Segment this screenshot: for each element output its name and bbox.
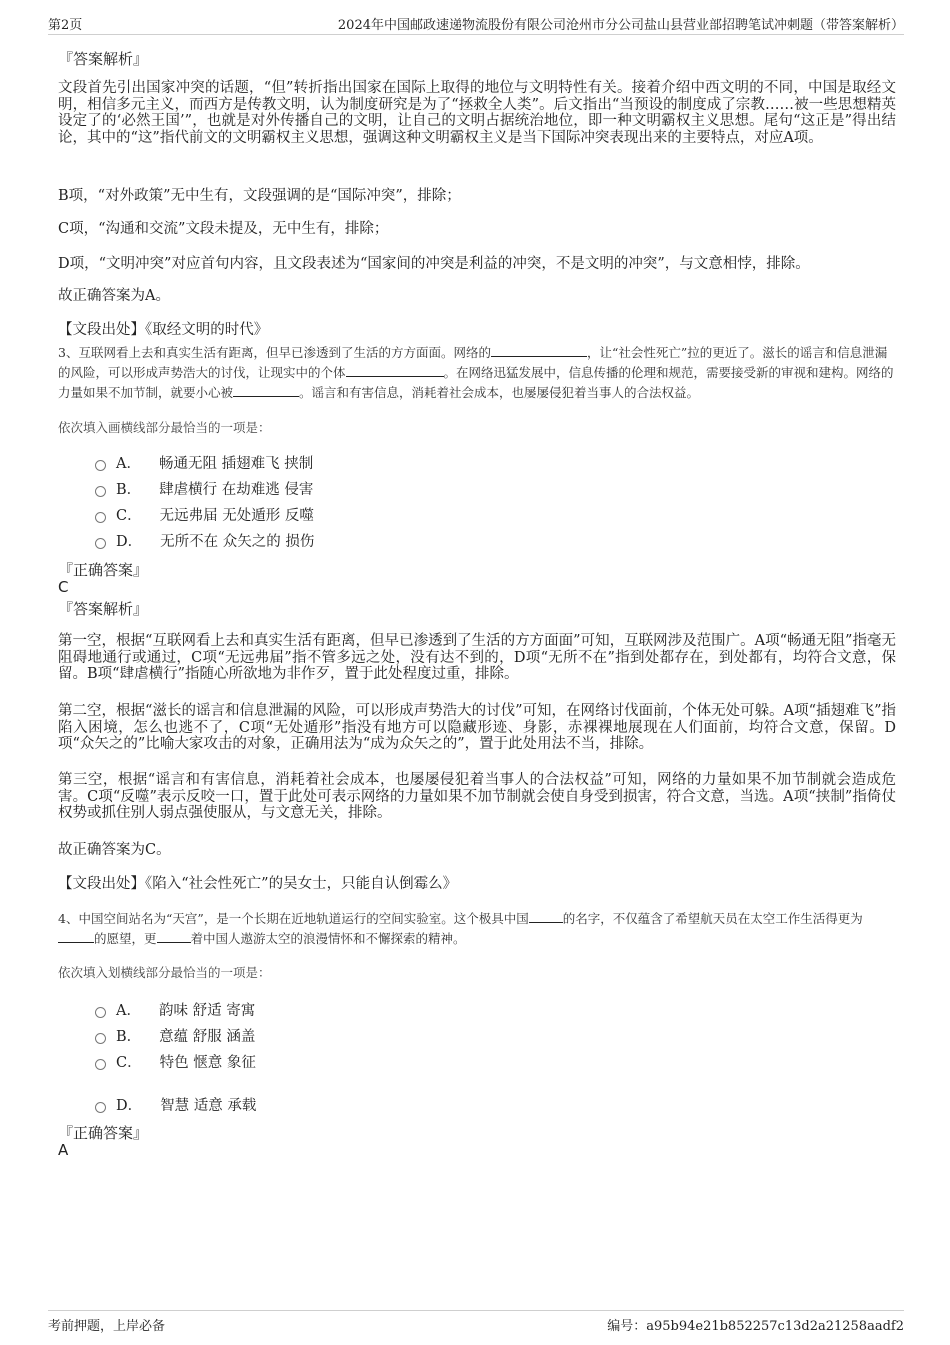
option-c[interactable]: C． 无远弗届 无处遁形 反噬 bbox=[95, 504, 314, 524]
analysis-paragraph: 第一空，根据“互联网看上去和真实生活有距离，但早已渗透到了生活的方方面面”可知，互联网涉及范围广。A项“畅通无阻”指毫无阻碍地通行或通过，C项“无远弗届”指不管多远之处，没有达不到的，D项“无所不在”指到处都存在，到处都有，均符合文意，保留。B项“肆虐横行”指随心所欲地为非作歹，置于此处程度过重，排除。 bbox=[58, 633, 896, 682]
blank-line bbox=[491, 344, 587, 357]
conclusion: 故正确答案为A。 bbox=[58, 288, 170, 304]
analysis-label: 『答案解析』 bbox=[58, 50, 149, 68]
option-c[interactable]: C． 特色 惬意 象征 bbox=[95, 1051, 256, 1071]
option-b[interactable]: B． 意蕴 舒服 涵盖 bbox=[95, 1025, 255, 1045]
radio-button[interactable] bbox=[95, 1102, 106, 1113]
radio-button[interactable] bbox=[95, 486, 106, 497]
question-4-text: 4、中国空间站名为“天宫”，是一个长期在近地轨道运行的空间实验室。这个极具中国 的名字，不仅蕴含了希望航天员在太空工作生活得更为的愿望，更 着中国人遨游太空的浪漫情怀和不懈探索的精神。 bbox=[58, 911, 863, 946]
radio-button[interactable] bbox=[95, 1007, 106, 1018]
correct-answer-label: 『正确答案』 bbox=[58, 561, 149, 579]
analysis-paragraph: D项，“文明冲突”对应首句内容，且文段表述为“国家间的冲突是利益的冲突，不是文明的冲突”，与文意相悖，排除。 bbox=[58, 256, 810, 272]
document-serial: 编号：a95b94e21b852257c13d2a21258aadf2 bbox=[607, 1319, 904, 1334]
question-prompt: 依次填入画横线部分最恰当的一项是： bbox=[58, 420, 271, 435]
blank-line bbox=[157, 930, 191, 943]
correct-answer: C bbox=[58, 578, 69, 596]
radio-button[interactable] bbox=[95, 460, 106, 471]
page-footer bbox=[48, 1310, 904, 1333]
blank-line bbox=[58, 930, 94, 943]
radio-button[interactable] bbox=[95, 538, 106, 549]
blank-line bbox=[529, 910, 563, 923]
analysis-label: 『答案解析』 bbox=[58, 600, 149, 618]
blank-line bbox=[233, 384, 299, 397]
document-title: 2024年中国邮政速递物流股份有限公司沧州市分公司盐山县营业部招聘笔试冲刺题（带答案解析） bbox=[337, 18, 904, 33]
option-a[interactable]: A． 畅通无阻 插翅难飞 挟制 bbox=[95, 452, 313, 472]
footer-slogan: 考前押题，上岸必备 bbox=[48, 1319, 166, 1334]
analysis-paragraph: 第三空，根据“谣言和有害信息，消耗着社会成本，也屡屡侵犯着当事人的合法权益”可知，网络的力量如果不加节制就会造成危害。C项“反噬”表示反咬一口，置于此处可表示网络的力量如果不加节制就会使自身受到损害，符合文意，当选。A项“挟制”指倚仗权势或抓住别人弱点强使服从，与文意无关，排除。 bbox=[58, 772, 896, 821]
question-prompt: 依次填入划横线部分最恰当的一项是： bbox=[58, 965, 271, 980]
option-d[interactable]: D． 智慧 适意 承载 bbox=[95, 1094, 256, 1114]
correct-answer: A bbox=[58, 1141, 69, 1159]
page-header bbox=[48, 12, 904, 35]
source-citation: 【文段出处】《取经文明的时代》 bbox=[58, 322, 269, 338]
radio-button[interactable] bbox=[95, 1033, 106, 1044]
question-3-text: 3、互联网看上去和真实生活有距离，但早已渗透到了生活的方方面面。网络的 ，让“社会性死亡”拉的更近了。滋长的谣言和信息泄漏的风险，可以形成声势浩大的讨伐，让现实中的个体 。在网络迅猛发展中，信息传播的伦理和规范，需要接受新的审视和建构。网络的力量如果不加节制，就要小心被 。谣言和有害信息，消耗着社会成本，也屡屡侵犯着当事人的合法权益。 bbox=[58, 345, 894, 400]
radio-button[interactable] bbox=[95, 1059, 106, 1070]
source-citation: 【文段出处】《陷入“社会性死亡”的吴女士，只能自认倒霉么》 bbox=[58, 876, 458, 892]
option-d[interactable]: D． 无所不在 众矢之的 损伤 bbox=[95, 530, 314, 550]
radio-button[interactable] bbox=[95, 512, 106, 523]
correct-answer-label: 『正确答案』 bbox=[58, 1124, 149, 1142]
analysis-paragraph: 文段首先引出国家冲突的话题，“但”转折指出国家在国际上取得的地位与文明特性有关。接着介绍中西文明的不同，中国是取经文明，相信多元主义，而西方是传教文明，认为制度研究是为了“拯救全人类”。后文指出“当预设的制度成了宗教……被一些思想精英设定了的‘必然王国’”，也就是对外传播自己的文明，让自己的文明占据统治地位，即一种文明霸权主义思想。尾句“这正是”得出结论，其中的“这”指代前文的文明霸权主义思想，强调这种文明霸权主义是当下国际冲突表现出来的主要特点，对应A项。 bbox=[58, 80, 896, 146]
analysis-paragraph: B项，“对外政策”无中生有，文段强调的是“国际冲突”，排除； bbox=[58, 188, 461, 204]
analysis-paragraph: 第二空，根据“滋长的谣言和信息泄漏的风险，可以形成声势浩大的讨伐”可知，在网络讨伐面前，个体无处可躲。A项“插翅难飞”指陷入困境，怎么也逃不了，C项“无处遁形”指没有地方可以隐藏形迹、身影，赤裸裸地展现在人们面前，均符合文意，保留。D项“众矢之的”比喻大家攻击的对象，正确用法为“成为众矢之的”，置于此处用法不当，排除。 bbox=[58, 703, 896, 752]
page-number: 第2页 bbox=[48, 18, 83, 33]
conclusion: 故正确答案为C。 bbox=[58, 842, 171, 858]
option-a[interactable]: A． 韵味 舒适 寄寓 bbox=[95, 999, 255, 1019]
blank-line bbox=[346, 364, 444, 377]
option-b[interactable]: B． 肆虐横行 在劫难逃 侵害 bbox=[95, 478, 313, 498]
analysis-paragraph: C项，“沟通和交流”文段未提及，无中生有，排除； bbox=[58, 221, 389, 237]
